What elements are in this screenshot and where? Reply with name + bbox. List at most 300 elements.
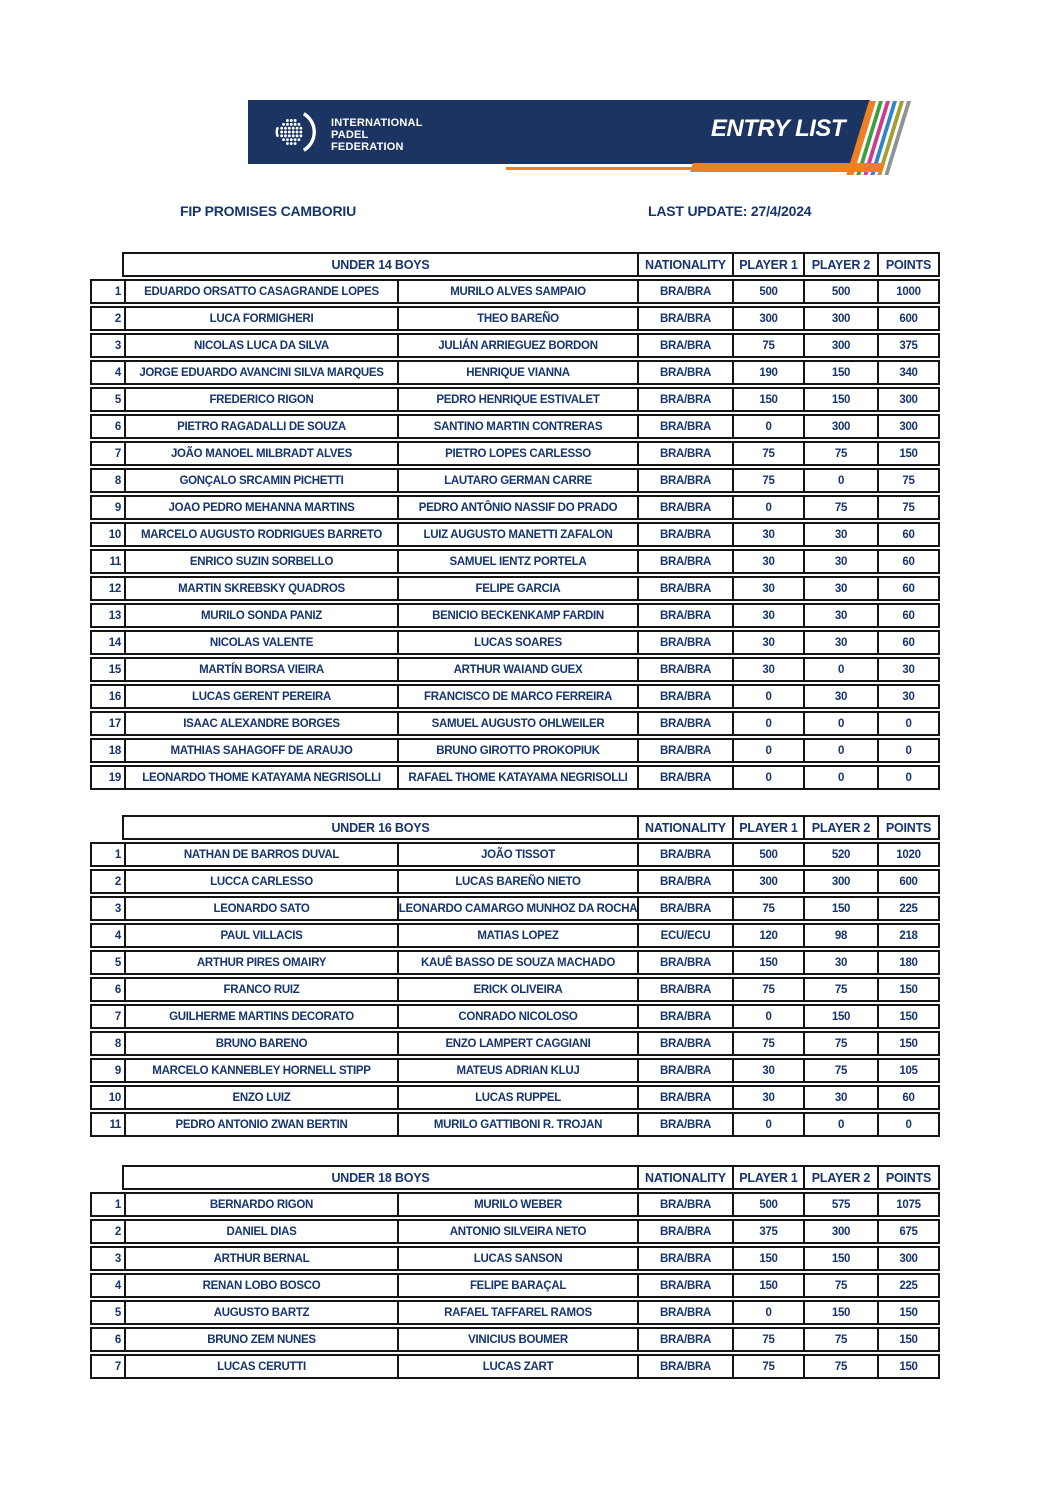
player1-name-cell: BRUNO BARENO <box>124 1033 397 1054</box>
rank-cell: 7 <box>114 1010 121 1023</box>
player2-points-cell: 150 <box>803 362 877 383</box>
player1-points-cell: 300 <box>732 308 803 329</box>
player2-name-cell: JULIÁN ARRIEGUEZ BORDON <box>397 335 637 356</box>
total-points-cell: 75 <box>877 470 938 491</box>
rank-cell: 17 <box>108 717 121 730</box>
entry-table-under-18-boys <box>90 1165 940 1381</box>
player2-points-cell: 30 <box>803 605 877 626</box>
table-row <box>90 1192 940 1217</box>
player1-points-cell: 190 <box>732 362 803 383</box>
player2-points-cell: 0 <box>803 470 877 491</box>
rank-cell: 13 <box>108 609 121 622</box>
table-row <box>90 738 940 763</box>
nationality-cell: BRA/BRA <box>637 740 732 761</box>
nationality-cell: BRA/BRA <box>637 1329 732 1350</box>
rank-cell: 4 <box>114 366 121 379</box>
table-row <box>90 1085 940 1110</box>
player1-name-cell: FRANCO RUIZ <box>124 979 397 1000</box>
player2-points-cell: 30 <box>803 578 877 599</box>
nationality-cell: BRA/BRA <box>637 713 732 734</box>
table-row <box>90 630 940 655</box>
nationality-cell: BRA/BRA <box>637 898 732 919</box>
player1-name-cell: PAUL VILLACIS <box>124 925 397 946</box>
player1-name-cell: NICOLAS VALENTE <box>124 632 397 653</box>
player1-name-cell: ENZO LUIZ <box>124 1087 397 1108</box>
banner-title: ENTRY LIST <box>710 115 846 142</box>
rank-cell: 1 <box>114 848 121 861</box>
rank-cell: 15 <box>108 663 121 676</box>
player1-name-cell: LUCAS GERENT PEREIRA <box>124 686 397 707</box>
event-title: FIP PROMISES CAMBORIU <box>180 203 357 219</box>
player2-name-cell: BRUNO GIROTTO PROKOPIUK <box>397 740 637 761</box>
player1-name-cell: ARTHUR PIRES OMAIRY <box>124 952 397 973</box>
total-points-cell: 675 <box>877 1221 938 1242</box>
nationality-cell: BRA/BRA <box>637 1033 732 1054</box>
player1-name-cell: NICOLAS LUCA DA SILVA <box>124 335 397 356</box>
player2-points-cell: 150 <box>803 898 877 919</box>
player1-points-cell: 30 <box>732 632 803 653</box>
rank-cell: 6 <box>114 1333 121 1346</box>
rank-cell: 7 <box>114 1360 121 1373</box>
total-points-cell: 150 <box>877 1033 938 1054</box>
table-row <box>90 1300 940 1325</box>
player1-points-cell: 300 <box>732 871 803 892</box>
total-points-cell: 60 <box>877 524 938 545</box>
player2-name-cell: RAFAEL THOME KATAYAMA NEGRISOLLI <box>397 767 637 788</box>
player2-name-cell: SAMUEL IENTZ PORTELA <box>397 551 637 572</box>
col-header-player1: PLAYER 1 <box>732 254 803 275</box>
player2-points-cell: 0 <box>803 1114 877 1135</box>
header-spacer <box>90 1165 122 1190</box>
player1-name-cell: GONÇALO SRCAMIN PICHETTI <box>124 470 397 491</box>
player2-name-cell: FRANCISCO DE MARCO FERREIRA <box>397 686 637 707</box>
player1-name-cell: FREDERICO RIGON <box>124 389 397 410</box>
player1-name-cell: JORGE EDUARDO AVANCINI SILVA MARQUES <box>124 362 397 383</box>
player1-points-cell: 150 <box>732 389 803 410</box>
player1-points-cell: 30 <box>732 578 803 599</box>
player2-points-cell: 0 <box>803 713 877 734</box>
total-points-cell: 150 <box>877 1356 938 1377</box>
table-row <box>90 657 940 682</box>
player1-name-cell: MARCELO AUGUSTO RODRIGUES BARRETO <box>124 524 397 545</box>
player1-points-cell: 75 <box>732 443 803 464</box>
player2-name-cell: THEO BAREÑO <box>397 308 637 329</box>
rank-cell: 9 <box>114 1064 121 1077</box>
player2-name-cell: PIETRO LOPES CARLESSO <box>397 443 637 464</box>
rank-cell: 19 <box>108 771 121 784</box>
rank-cell: 8 <box>114 474 121 487</box>
col-header-player1: PLAYER 1 <box>732 1167 803 1188</box>
col-header-points: POINTS <box>877 254 938 275</box>
player2-points-cell: 0 <box>803 767 877 788</box>
nationality-cell: BRA/BRA <box>637 1275 732 1296</box>
rank-cell: 9 <box>114 501 121 514</box>
rank-cell: 5 <box>114 956 121 969</box>
player1-points-cell: 150 <box>732 1248 803 1269</box>
player2-points-cell: 98 <box>803 925 877 946</box>
player1-points-cell: 30 <box>732 551 803 572</box>
total-points-cell: 225 <box>877 1275 938 1296</box>
player1-name-cell: AUGUSTO BARTZ <box>124 1302 397 1323</box>
table-row <box>90 977 940 1002</box>
col-header-points: POINTS <box>877 1167 938 1188</box>
player1-points-cell: 75 <box>732 1329 803 1350</box>
player1-name-cell: BRUNO ZEM NUNES <box>124 1329 397 1350</box>
player1-name-cell: GUILHERME MARTINS DECORATO <box>124 1006 397 1027</box>
table-row <box>90 468 940 493</box>
table-row <box>90 279 940 304</box>
banner-orange-line <box>506 167 701 170</box>
player1-name-cell: DANIEL DIAS <box>124 1221 397 1242</box>
player2-name-cell: CONRADO NICOLOSO <box>397 1006 637 1027</box>
rank-cell: 7 <box>114 447 121 460</box>
player1-name-cell: JOAO PEDRO MEHANNA MARTINS <box>124 497 397 518</box>
table-row <box>90 306 940 331</box>
table-row <box>90 711 940 736</box>
player1-points-cell: 30 <box>732 1060 803 1081</box>
nationality-cell: BRA/BRA <box>637 844 732 865</box>
ipf-logo <box>274 108 423 161</box>
player2-name-cell: ANTONIO SILVEIRA NETO <box>397 1221 637 1242</box>
player2-points-cell: 75 <box>803 1356 877 1377</box>
player1-points-cell: 0 <box>732 1006 803 1027</box>
player2-points-cell: 30 <box>803 524 877 545</box>
player2-name-cell: BENICIO BECKENKAMP FARDIN <box>397 605 637 626</box>
table-row <box>90 387 940 412</box>
col-header-player2: PLAYER 2 <box>803 254 877 275</box>
total-points-cell: 1020 <box>877 844 938 865</box>
player2-points-cell: 150 <box>803 1006 877 1027</box>
nationality-cell: BRA/BRA <box>637 632 732 653</box>
header-banner <box>248 100 908 180</box>
player1-points-cell: 500 <box>732 844 803 865</box>
nationality-cell: BRA/BRA <box>637 767 732 788</box>
player2-name-cell: LEONARDO CAMARGO MUNHOZ DA ROCHA <box>397 898 637 919</box>
player2-points-cell: 300 <box>803 416 877 437</box>
total-points-cell: 75 <box>877 497 938 518</box>
player1-name-cell: MARTÍN BORSA VIEIRA <box>124 659 397 680</box>
rank-cell: 1 <box>114 1198 121 1211</box>
rank-cell: 5 <box>114 1306 121 1319</box>
player2-name-cell: RAFAEL TAFFAREL RAMOS <box>397 1302 637 1323</box>
rank-cell: 2 <box>114 875 121 888</box>
player1-name-cell: NATHAN DE BARROS DUVAL <box>124 844 397 865</box>
table-row <box>90 441 940 466</box>
table-row <box>90 950 940 975</box>
rank-cell: 16 <box>108 690 121 703</box>
total-points-cell: 60 <box>877 551 938 572</box>
nationality-cell: BRA/BRA <box>637 605 732 626</box>
total-points-cell: 1075 <box>877 1194 938 1215</box>
col-header-player2: PLAYER 2 <box>803 1167 877 1188</box>
rank-cell: 8 <box>114 1037 121 1050</box>
player2-name-cell: SANTINO MARTIN CONTRERAS <box>397 416 637 437</box>
player2-name-cell: PEDRO ANTÔNIO NASSIF DO PRADO <box>397 497 637 518</box>
col-header-nationality: NATIONALITY <box>637 254 732 275</box>
player2-points-cell: 75 <box>803 1060 877 1081</box>
player1-points-cell: 75 <box>732 1356 803 1377</box>
header-spacer <box>90 815 122 840</box>
nationality-cell: BRA/BRA <box>637 551 732 572</box>
table-row <box>90 1246 940 1271</box>
table-row <box>90 1112 940 1137</box>
player1-name-cell: PIETRO RAGADALLI DE SOUZA <box>124 416 397 437</box>
total-points-cell: 150 <box>877 1329 938 1350</box>
total-points-cell: 0 <box>877 767 938 788</box>
total-points-cell: 0 <box>877 740 938 761</box>
player2-name-cell: ARTHUR WAIAND GUEX <box>397 659 637 680</box>
player1-name-cell: BERNARDO RIGON <box>124 1194 397 1215</box>
player1-points-cell: 500 <box>732 281 803 302</box>
rank-cell: 14 <box>108 636 121 649</box>
table-row <box>90 842 940 867</box>
nationality-cell: BRA/BRA <box>637 1114 732 1135</box>
col-header-player2: PLAYER 2 <box>803 817 877 838</box>
total-points-cell: 60 <box>877 1087 938 1108</box>
nationality-cell: BRA/BRA <box>637 871 732 892</box>
nationality-cell: BRA/BRA <box>637 335 732 356</box>
rank-cell: 11 <box>109 1118 121 1131</box>
player2-name-cell: LAUTARO GERMAN CARRE <box>397 470 637 491</box>
table-header-row <box>90 1165 940 1190</box>
player2-name-cell: LUCAS SOARES <box>397 632 637 653</box>
nationality-cell: BRA/BRA <box>637 308 732 329</box>
nationality-cell: ECU/ECU <box>637 925 732 946</box>
player2-name-cell: LUCAS RUPPEL <box>397 1087 637 1108</box>
player1-points-cell: 30 <box>732 659 803 680</box>
player1-points-cell: 30 <box>732 605 803 626</box>
player1-points-cell: 150 <box>732 1275 803 1296</box>
player1-name-cell: LEONARDO THOME KATAYAMA NEGRISOLLI <box>124 767 397 788</box>
total-points-cell: 105 <box>877 1060 938 1081</box>
player2-points-cell: 575 <box>803 1194 877 1215</box>
player2-name-cell: FELIPE GARCIA <box>397 578 637 599</box>
nationality-cell: BRA/BRA <box>637 1302 732 1323</box>
total-points-cell: 30 <box>877 686 938 707</box>
player2-points-cell: 150 <box>803 1248 877 1269</box>
player1-points-cell: 0 <box>732 740 803 761</box>
table-row <box>90 923 940 948</box>
table-title: UNDER 14 BOYS <box>331 257 430 272</box>
table-header-row <box>90 252 940 277</box>
col-header-points: POINTS <box>877 817 938 838</box>
nationality-cell: BRA/BRA <box>637 659 732 680</box>
player2-name-cell: SAMUEL AUGUSTO OHLWEILER <box>397 713 637 734</box>
rank-cell: 10 <box>108 528 121 541</box>
player1-name-cell: ARTHUR BERNAL <box>124 1248 397 1269</box>
player1-name-cell: MURILO SONDA PANIZ <box>124 605 397 626</box>
table-row <box>90 495 940 520</box>
player2-name-cell: JOÃO TISSOT <box>397 844 637 865</box>
player2-name-cell: MURILO GATTIBONI R. TROJAN <box>397 1114 637 1135</box>
player2-name-cell: VINICIUS BOUMER <box>397 1329 637 1350</box>
player2-points-cell: 520 <box>803 844 877 865</box>
rank-cell: 12 <box>108 582 121 595</box>
player1-name-cell: LEONARDO SATO <box>124 898 397 919</box>
player2-points-cell: 150 <box>803 1302 877 1323</box>
player2-points-cell: 75 <box>803 1275 877 1296</box>
nationality-cell: BRA/BRA <box>637 1221 732 1242</box>
player2-points-cell: 75 <box>803 1033 877 1054</box>
player1-points-cell: 150 <box>732 952 803 973</box>
last-update-label: LAST UPDATE: 27/4/2024 <box>648 203 812 219</box>
nationality-cell: BRA/BRA <box>637 470 732 491</box>
table-row <box>90 1219 940 1244</box>
player1-name-cell: RENAN LOBO BOSCO <box>124 1275 397 1296</box>
player2-points-cell: 300 <box>803 871 877 892</box>
player2-points-cell: 30 <box>803 551 877 572</box>
nationality-cell: BRA/BRA <box>637 686 732 707</box>
table-header-row <box>90 815 940 840</box>
player1-points-cell: 0 <box>732 1302 803 1323</box>
table-row <box>90 360 940 385</box>
total-points-cell: 340 <box>877 362 938 383</box>
nationality-cell: BRA/BRA <box>637 1194 732 1215</box>
entry-table-under-16-boys <box>90 815 940 1139</box>
table-row <box>90 549 940 574</box>
table-row <box>90 1354 940 1379</box>
nationality-cell: BRA/BRA <box>637 524 732 545</box>
ipf-dotted-ball-icon <box>274 108 322 161</box>
player2-points-cell: 300 <box>803 1221 877 1242</box>
player1-points-cell: 75 <box>732 470 803 491</box>
player2-points-cell: 30 <box>803 1087 877 1108</box>
player1-points-cell: 30 <box>732 1087 803 1108</box>
player2-points-cell: 30 <box>803 632 877 653</box>
rank-cell: 3 <box>114 1252 121 1265</box>
player1-points-cell: 30 <box>732 524 803 545</box>
nationality-cell: BRA/BRA <box>637 1087 732 1108</box>
rank-cell: 2 <box>114 1225 121 1238</box>
nationality-cell: BRA/BRA <box>637 389 732 410</box>
player1-points-cell: 75 <box>732 898 803 919</box>
player2-name-cell: FELIPE BARAÇAL <box>397 1275 637 1296</box>
player2-points-cell: 150 <box>803 389 877 410</box>
player1-points-cell: 0 <box>732 497 803 518</box>
total-points-cell: 180 <box>877 952 938 973</box>
player2-points-cell: 30 <box>803 686 877 707</box>
ipf-logo-text: INTERNATIONAL PADEL FEDERATION <box>331 116 423 153</box>
player2-name-cell: LUCAS SANSON <box>397 1248 637 1269</box>
player2-points-cell: 30 <box>803 952 877 973</box>
total-points-cell: 150 <box>877 443 938 464</box>
player1-points-cell: 0 <box>732 686 803 707</box>
player2-name-cell: ERICK OLIVEIRA <box>397 979 637 1000</box>
player2-points-cell: 75 <box>803 1329 877 1350</box>
rank-cell: 18 <box>108 744 121 757</box>
player2-name-cell: MURILO ALVES SAMPAIO <box>397 281 637 302</box>
rank-cell: 4 <box>114 929 121 942</box>
total-points-cell: 60 <box>877 605 938 626</box>
player2-name-cell: LUIZ AUGUSTO MANETTI ZAFALON <box>397 524 637 545</box>
player2-points-cell: 0 <box>803 740 877 761</box>
player2-points-cell: 500 <box>803 281 877 302</box>
player1-name-cell: LUCAS CERUTTI <box>124 1356 397 1377</box>
rank-cell: 1 <box>114 285 121 298</box>
table-row <box>90 333 940 358</box>
player1-name-cell: MARTIN SKREBSKY QUADROS <box>124 578 397 599</box>
rank-cell: 3 <box>114 902 121 915</box>
header-spacer <box>90 252 122 277</box>
player1-name-cell: MATHIAS SAHAGOFF DE ARAUJO <box>124 740 397 761</box>
header-cells <box>122 252 940 277</box>
total-points-cell: 150 <box>877 1006 938 1027</box>
table-row <box>90 1004 940 1029</box>
nationality-cell: BRA/BRA <box>637 362 732 383</box>
total-points-cell: 150 <box>877 1302 938 1323</box>
nationality-cell: BRA/BRA <box>637 1248 732 1269</box>
player1-points-cell: 120 <box>732 925 803 946</box>
player2-name-cell: LUCAS BAREÑO NIETO <box>397 871 637 892</box>
rank-cell: 11 <box>109 555 121 568</box>
total-points-cell: 150 <box>877 979 938 1000</box>
table-row <box>90 896 940 921</box>
rank-cell: 4 <box>114 1279 121 1292</box>
nationality-cell: BRA/BRA <box>637 1060 732 1081</box>
table-row <box>90 1058 940 1083</box>
nationality-cell: BRA/BRA <box>637 281 732 302</box>
player2-points-cell: 75 <box>803 443 877 464</box>
total-points-cell: 218 <box>877 925 938 946</box>
rank-cell: 6 <box>114 983 121 996</box>
player1-name-cell: ENRICO SUZIN SORBELLO <box>124 551 397 572</box>
col-header-nationality: NATIONALITY <box>637 817 732 838</box>
col-header-nationality: NATIONALITY <box>637 1167 732 1188</box>
total-points-cell: 375 <box>877 335 938 356</box>
player2-points-cell: 0 <box>803 659 877 680</box>
player2-name-cell: ENZO LAMPERT CAGGIANI <box>397 1033 637 1054</box>
total-points-cell: 600 <box>877 308 938 329</box>
player1-points-cell: 75 <box>732 979 803 1000</box>
rank-cell: 6 <box>114 420 121 433</box>
total-points-cell: 0 <box>877 713 938 734</box>
total-points-cell: 60 <box>877 578 938 599</box>
player1-name-cell: EDUARDO ORSATTO CASAGRANDE LOPES <box>124 281 397 302</box>
table-row <box>90 765 940 790</box>
player1-name-cell: LUCA FORMIGHERI <box>124 308 397 329</box>
table-row <box>90 1273 940 1298</box>
banner-orange-bar <box>690 163 885 172</box>
player1-points-cell: 375 <box>732 1221 803 1242</box>
player1-name-cell: LUCCA CARLESSO <box>124 871 397 892</box>
table-row <box>90 684 940 709</box>
player1-name-cell: PEDRO ANTONIO ZWAN BERTIN <box>124 1114 397 1135</box>
total-points-cell: 600 <box>877 871 938 892</box>
player2-points-cell: 75 <box>803 497 877 518</box>
table-row <box>90 522 940 547</box>
header-cells <box>122 815 940 840</box>
nationality-cell: BRA/BRA <box>637 416 732 437</box>
player1-points-cell: 0 <box>732 767 803 788</box>
col-header-player1: PLAYER 1 <box>732 817 803 838</box>
total-points-cell: 1000 <box>877 281 938 302</box>
table-title: UNDER 18 BOYS <box>331 1170 430 1185</box>
total-points-cell: 300 <box>877 1248 938 1269</box>
nationality-cell: BRA/BRA <box>637 497 732 518</box>
player1-name-cell: ISAAC ALEXANDRE BORGES <box>124 713 397 734</box>
table-row <box>90 869 940 894</box>
rank-cell: 5 <box>114 393 121 406</box>
player2-name-cell: MATIAS LOPEZ <box>397 925 637 946</box>
table-row <box>90 414 940 439</box>
total-points-cell: 225 <box>877 898 938 919</box>
table-row <box>90 603 940 628</box>
header-cells <box>122 1165 940 1190</box>
total-points-cell: 30 <box>877 659 938 680</box>
player2-points-cell: 300 <box>803 335 877 356</box>
player2-name-cell: LUCAS ZART <box>397 1356 637 1377</box>
player2-name-cell: MURILO WEBER <box>397 1194 637 1215</box>
